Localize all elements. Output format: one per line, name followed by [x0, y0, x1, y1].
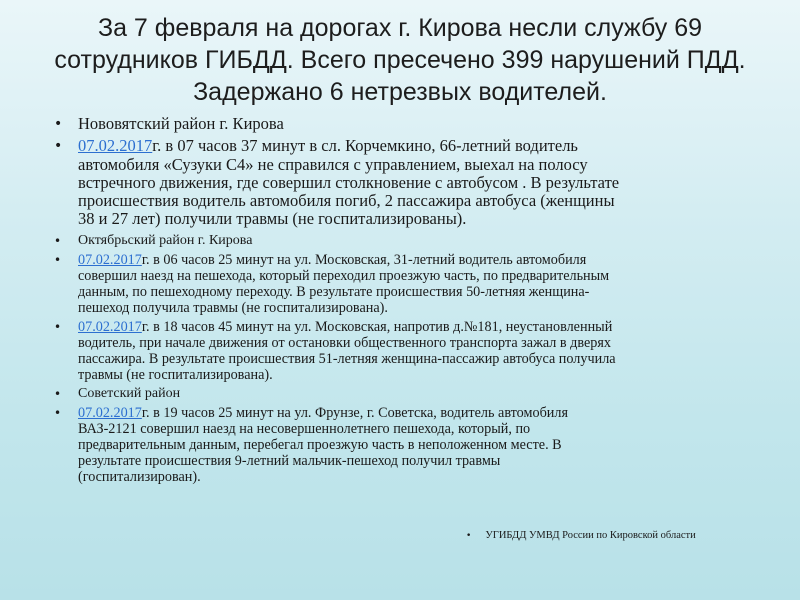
district-heading-sovetsky: [54, 386, 754, 402]
slide-title: [40, 12, 760, 108]
report-line: автомобиля «Сузуки С4» не справился с управлением, выехал на полосу: [78, 154, 588, 174]
date-link[interactable]: 07.02.2017: [78, 136, 153, 156]
report-line: ВАЗ-2121 совершил наезд на несовершеннолетнего пешехода, который, по: [78, 420, 531, 437]
bullet-icon: •: [54, 233, 62, 248]
bullet-icon: •: [54, 386, 62, 401]
incident-report: [54, 252, 754, 316]
bullet-icon: •: [54, 405, 62, 420]
incident-list: [54, 115, 754, 485]
report-line: [78, 252, 754, 268]
title-line-3: Задержано 6 нетрезвых водителей.: [193, 78, 607, 106]
report-line: данным, по пешеходному переходу. В результате происшествия 50-летняя женщина-: [78, 283, 590, 300]
report-line: результате происшествия 9-летний мальчик-пешеход получил травмы: [78, 452, 501, 469]
incident-report: [54, 405, 754, 485]
bullet-icon: •: [54, 116, 63, 132]
report-line: (госпитализирован).: [78, 468, 201, 485]
incident-report: [54, 319, 754, 383]
report-text: г. в 19 часов 25 минут на ул. Фрунзе, г. Советска, водитель автомобиля: [141, 404, 568, 421]
district-name: Октябрьский район г. Кирова: [78, 232, 253, 248]
report-line: 38 и 27 лет) получили травмы (не госпитализированы).: [78, 209, 467, 229]
report-line: пассажира. В результате происшествия 51-летняя женщина-пассажир автобуса получила: [78, 350, 616, 367]
district-heading-novovyatsky: [54, 115, 754, 133]
report-text: г. в 07 часов 37 минут в сл. Корчемкино, 66-летний водитель: [152, 136, 578, 156]
report-text: г. в 18 часов 45 минут на ул. Московская, напротив д.№181, неустановленный: [141, 318, 613, 335]
report-line: [78, 319, 754, 335]
report-line: [78, 137, 754, 155]
report-line: встречного движения, где совершил столкновение с автобусом . В результате: [78, 172, 620, 192]
district-name: Советский район: [78, 385, 181, 401]
report-line: совершил наезд на пешехода, который переходил проезжую часть, по предварительным: [78, 267, 610, 284]
report-line: [78, 405, 754, 421]
bullet-icon: •: [54, 252, 62, 267]
report-text: г. в 06 часов 25 минут на ул. Московская, 31-летний водитель автомобиля: [141, 251, 587, 268]
title-line-2: сотрудников ГИБДД. Всего пресечено 399 нарушений ПДД.: [54, 46, 746, 74]
bullet-icon: •: [466, 531, 472, 541]
report-line: происшествия водитель автомобиля погиб, 2 пассажира автобуса (женщины: [78, 191, 615, 211]
title-line-1: За 7 февраля на дорогах г. Кирова несли службу 69: [97, 14, 703, 42]
district-heading-oktyabrsky: [54, 233, 754, 249]
report-line: травмы (не госпитализирована).: [78, 366, 273, 383]
report-line: пешеход получила травмы (не госпитализирована).: [78, 299, 388, 316]
bullet-icon: •: [54, 138, 63, 155]
report-line: водитель, при начале движения от остановки общественного транспорта зажал в дверях: [78, 334, 612, 351]
date-link[interactable]: 07.02.2017: [78, 318, 142, 335]
source-credit: [466, 529, 696, 543]
report-line: предварительным данным, перебегал проезжую часть в неположенном месте. В: [78, 436, 562, 453]
date-link[interactable]: 07.02.2017: [78, 251, 142, 268]
bullet-icon: •: [54, 319, 62, 334]
source-text: УГИБДД УМВД России по Кировской области: [485, 530, 696, 541]
district-name: Нововятский район г. Кирова: [78, 114, 284, 133]
incident-report: [54, 137, 754, 228]
date-link[interactable]: 07.02.2017: [78, 404, 142, 421]
